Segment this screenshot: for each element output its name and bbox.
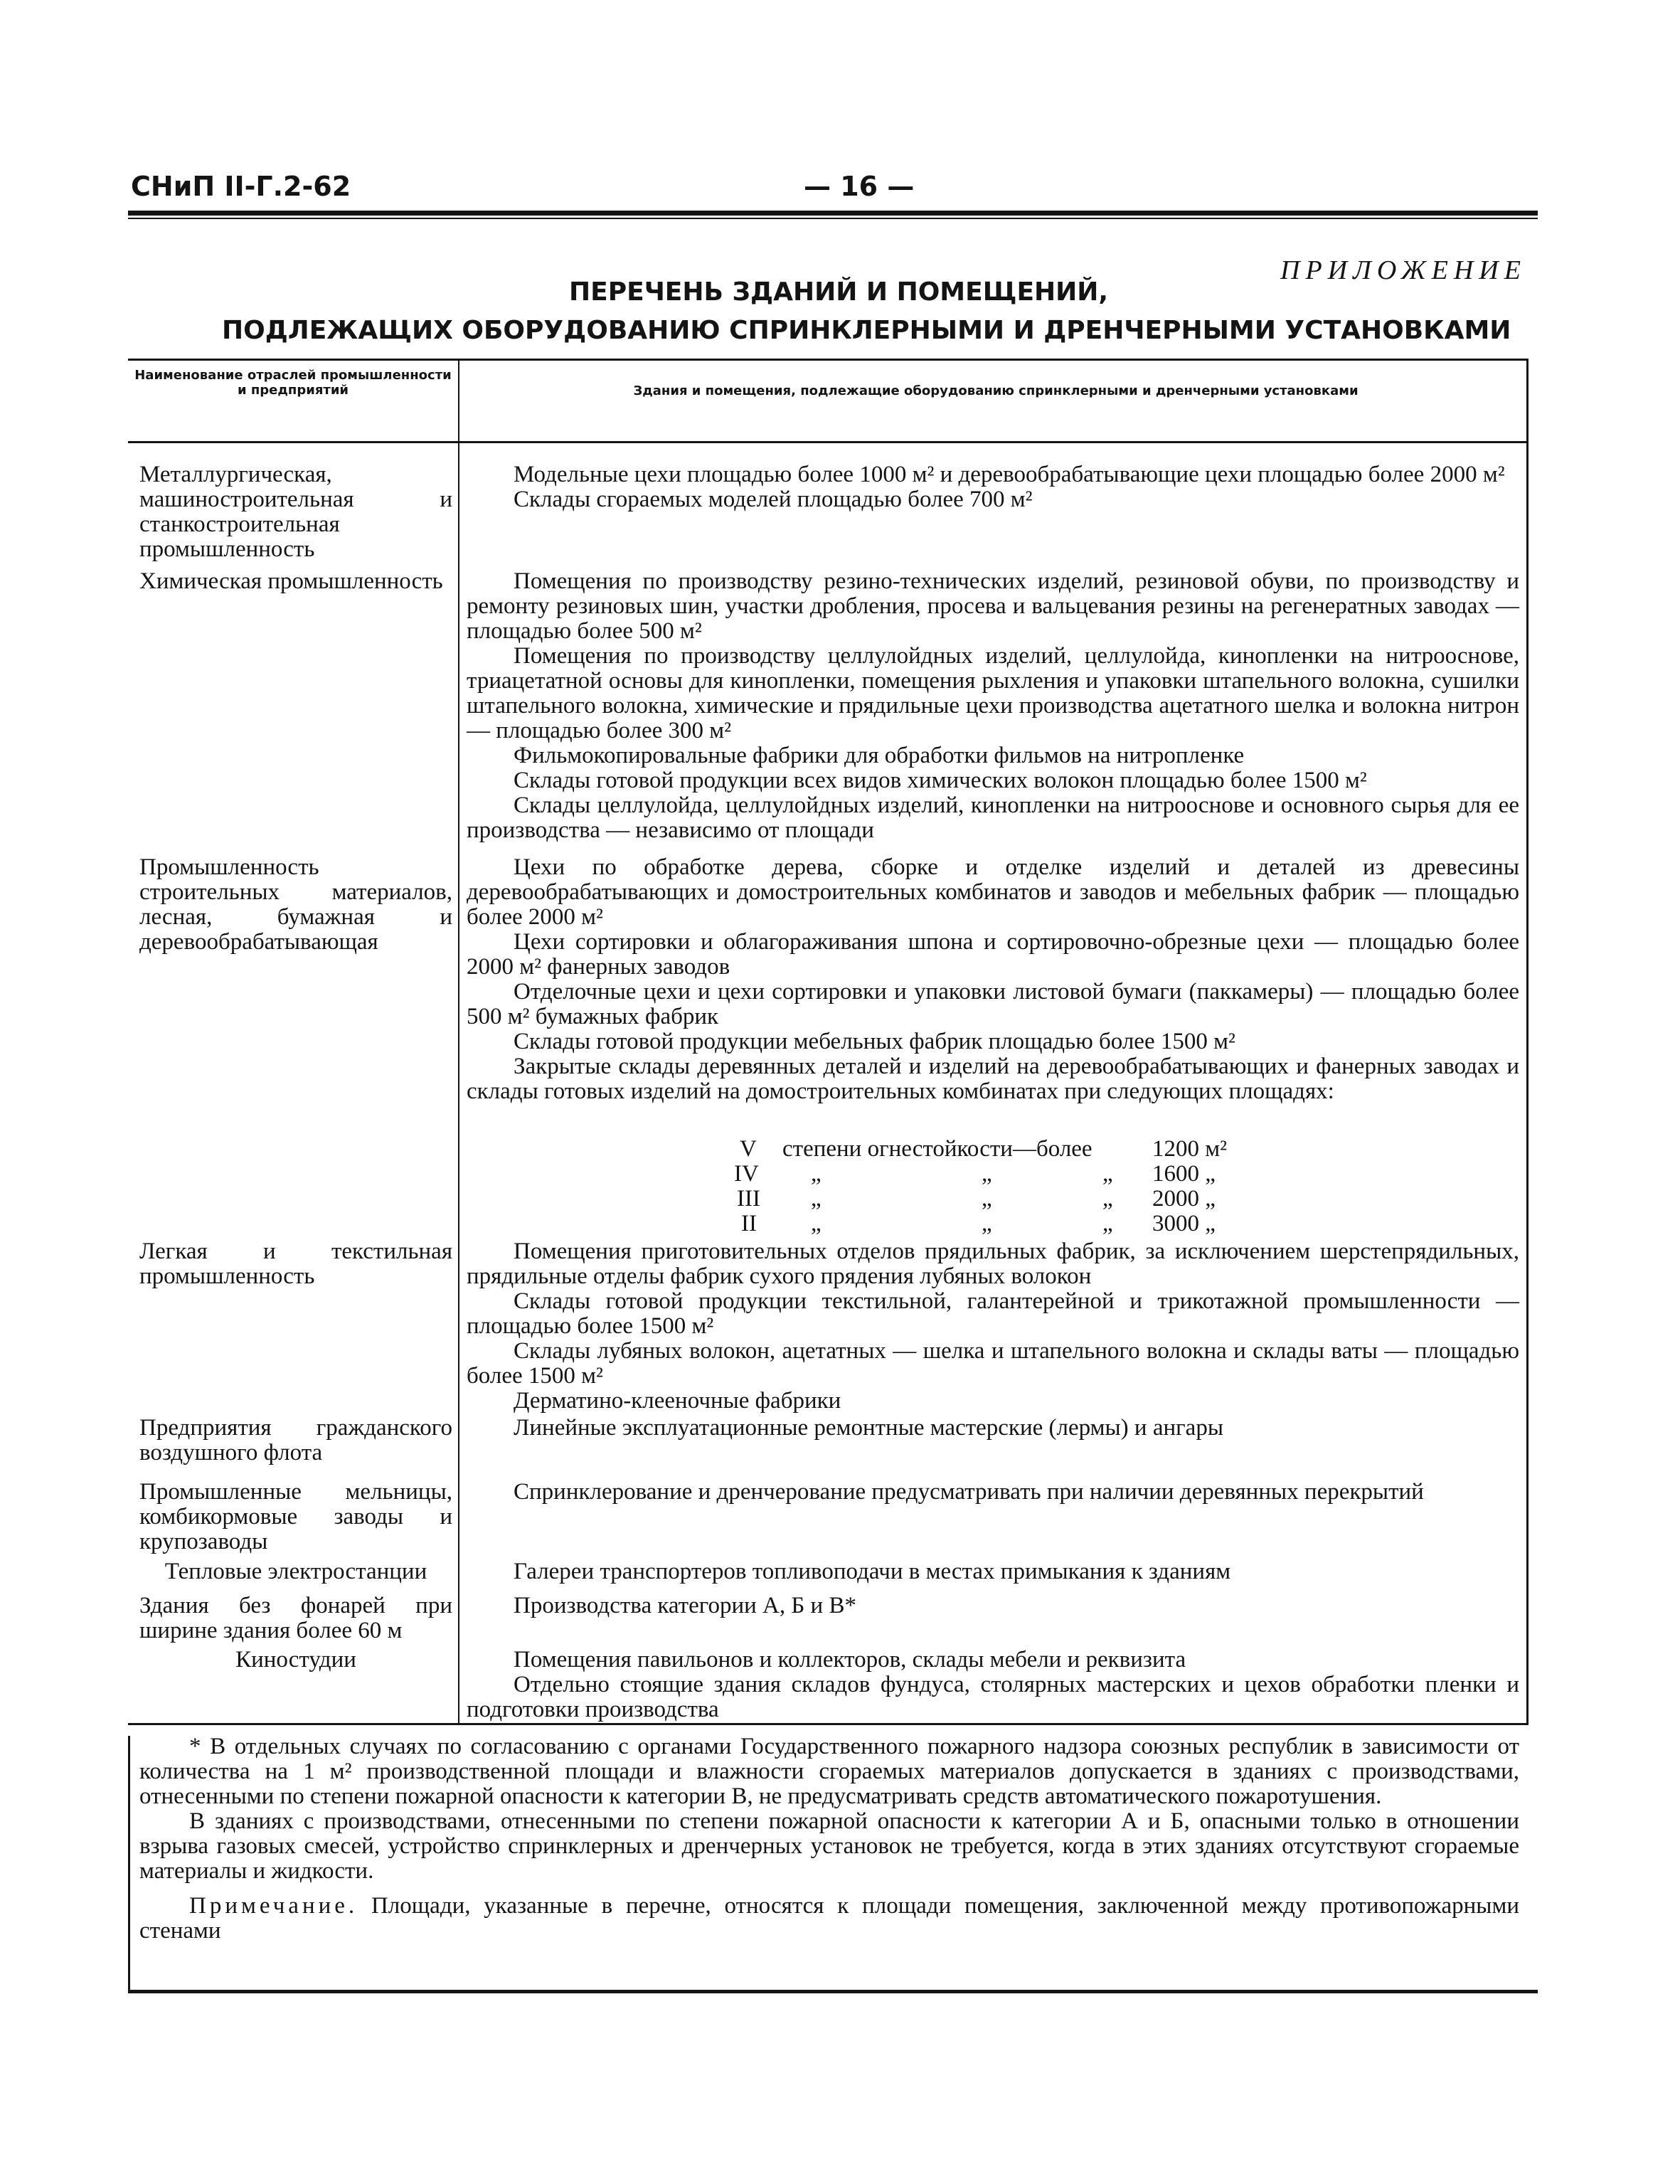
fire-degree-text: степени огнестойкости—более — [782, 1136, 1092, 1162]
row-paragraph: Склады лубяных волокон, ацетатных — шелка и штапельного волокна и склады ваты — площадью более 1500 м² — [467, 1338, 1519, 1389]
industry-no-skylights: Здания без фонарей при ширине здания более 60 м — [139, 1593, 452, 1643]
ditto-mark: „ — [1102, 1161, 1113, 1187]
row-paragraph: Склады готовой продукции мебельных фабрик площадью более 1500 м² — [514, 1029, 1235, 1054]
document-code: СНиП II-Г.2-62 — [131, 171, 351, 202]
row-paragraph: Помещения по производству резино-технических изделий, резиновой обуви, по производству и ремонту резиновых шин, участки дробления, просева и вальцевания резины на регенератных заводах — площадью более 500 м² — [467, 568, 1519, 644]
row-film-studios-content — [467, 1648, 1519, 1722]
row-mills-content — [467, 1480, 1519, 1505]
row-civil-aviation-content — [467, 1416, 1519, 1441]
row-paragraph: Галереи транспортеров топливоподачи в местах примыкания к зданиям — [514, 1559, 1231, 1584]
bottom-rule — [128, 1990, 1538, 1993]
header-rule — [128, 211, 1538, 216]
industry-film-studios: Киностудии — [235, 1647, 356, 1673]
row-paragraph: Дерматино-клееночные фабрики — [514, 1388, 841, 1414]
row-no-skylights-content — [467, 1594, 1519, 1618]
footnote-rule — [128, 1723, 1526, 1725]
title-line-2: ПОДЛЕЖАЩИХ ОБОРУДОВАНИЮ СПРИНКЛЕРНЫМИ И ДРЕНЧЕРНЫМИ УСТАНОВКАМИ — [222, 316, 1511, 345]
row-paragraph: Склады готовой продукции всех видов химических волокон площадью более 1500 м² — [514, 768, 1367, 793]
header-rule-thin — [128, 218, 1538, 219]
row-paragraph: Отделочные цехи и цехи сортировки и упаковки листовой бумаги (паккамеры) — площадью более 500 м² бумажных фабрик — [467, 979, 1519, 1029]
row-paragraph: Производства категории А, Б и В* — [514, 1593, 856, 1618]
row-metallurgy-content — [467, 462, 1519, 512]
ditto-mark: „ — [811, 1211, 822, 1236]
note-label: Примечание. — [189, 1893, 358, 1919]
row-building-materials-content — [467, 855, 1519, 1104]
column-header-industry: Наименование отраслей промышленности и предприятий — [134, 368, 452, 398]
row-paragraph: Цехи сортировки и облагораживания шпона и сортировочно-обрезные цехи — площадью более 2000 м² фанерных заводов — [467, 929, 1519, 980]
footnote-explosion: В зданиях с производствами, отнесенными по степени пожарной опасности к категории А и Б, опасными только в отношении взрыва газовых смесей, устройство спринклерных и дренчерных установок не требуется, когда в этих зданиях отсутствуют сгораемые материалы и жидкости. — [139, 1808, 1519, 1884]
footnote-asterisk: * В отдельных случаях по согласованию с органами Государственного пожарного надзора союзных республик в зависимости от количества на 1 м² производственной площади и влажности сгораемых материалов допускается в зданиях с производствами, отнесенными по степени пожарной опасности к категории В, не предусматривать средств автоматического пожаротушения. — [139, 1734, 1519, 1809]
industry-power-plants: Тепловые электростанции — [164, 1559, 427, 1584]
fire-area-value: 1600 „ — [1152, 1161, 1216, 1187]
row-paragraph: Отдельно стоящие здания складов фундуса, столярных мастерских и цехов обработки пленки и подготовки производства — [467, 1672, 1519, 1722]
row-paragraph: Закрытые склады деревянных деталей и изделий на деревообрабатывающих и фанерных заводах и склады готовых изделий на домостроительных комбинатах при следующих площадях: — [467, 1054, 1519, 1104]
note-paragraph — [139, 1894, 1519, 1944]
ditto-mark: „ — [1102, 1186, 1113, 1212]
row-paragraph: Помещения по производству целлулойдных изделий, целлулойда, кинопленки на нитрооснове, триацетатной основы для кинопленки, помещения рыхления и упаковки штапельного волокна, сушилки штапельного волокна, химические и прядильные цехи производства ацетатного шелка и волокна нитрон — площадью более 300 м² — [467, 643, 1519, 743]
note-text: Площади, указанные в перечне, относятся к площади помещения, заключенной между противопожарными стенами — [139, 1893, 1519, 1944]
row-chemical-content — [467, 569, 1519, 843]
industry-light-textile: Легкая и текстильная промышленность — [139, 1239, 452, 1289]
row-paragraph: Склады сгораемых моделей площадью более 700 м² — [514, 487, 1033, 512]
fire-area-value: 2000 „ — [1152, 1186, 1216, 1212]
industry-building-materials: Промышленность строительных материалов, лесная, бумажная и деревообрабатывающая — [139, 854, 452, 955]
fire-degree: III — [737, 1186, 760, 1212]
row-light-textile-content — [467, 1239, 1519, 1414]
row-paragraph: Помещения приготовительных отделов прядильных фабрик, за исключением шерстепрядильных, прядильные отделы фабрик сухого прядения лубяных волокон — [467, 1239, 1519, 1289]
fire-degree: IV — [734, 1161, 759, 1187]
row-power-plants-content — [467, 1559, 1519, 1584]
row-paragraph: Модельные цехи площадью более 1000 м² и деревообрабатывающие цехи площадью более 2000 м² — [514, 462, 1505, 487]
fire-degree: V — [740, 1136, 757, 1162]
row-paragraph: Склады готовой продукции текстильной, галантерейной и трикотажной промышленности — площадью более 1500 м² — [467, 1288, 1519, 1339]
row-paragraph: Фильмокопировальные фабрики для обработки фильмов на нитропленке — [514, 743, 1245, 768]
ditto-mark: „ — [1102, 1211, 1113, 1236]
table-header-rule — [128, 441, 1526, 443]
ditto-mark: „ — [811, 1186, 822, 1212]
row-paragraph: Линейные эксплуатационные ремонтные мастерские (лермы) и ангары — [514, 1415, 1223, 1441]
footnote-left-rule — [128, 1736, 130, 1992]
row-paragraph: Помещения павильонов и коллекторов, склады мебели и реквизита — [514, 1647, 1186, 1673]
row-paragraph: Склады целлулойда, целлулойдных изделий, кинопленки на нитрооснове и основного сырья для ее производства — независимо от площади — [467, 793, 1519, 843]
fire-area-value: 1200 м² — [1152, 1136, 1228, 1162]
row-paragraph: Цехи по обработке дерева, сборке и отделке изделий и деталей из древесины деревообрабатывающих и домостроительных комбинатов и заводов и мебельных фабрик — площадью более 2000 м² — [467, 854, 1519, 930]
appendix-label: ПРИЛОЖЕНИЕ — [1280, 255, 1526, 285]
industry-civil-aviation: Предприятия гражданского воздушного флота — [139, 1415, 452, 1465]
ditto-mark: „ — [982, 1186, 992, 1212]
industry-mills: Промышленные мельницы, комбикормовые заводы и крупозаводы — [139, 1479, 452, 1554]
column-divider — [458, 359, 459, 1723]
ditto-mark: „ — [982, 1211, 992, 1236]
industry-metallurgy: Металлургическая, машиностроительная и станкостроительная промышленность — [139, 462, 452, 562]
fire-area-value: 3000 „ — [1152, 1211, 1216, 1236]
row-paragraph: Спринклерование и дренчерование предусматривать при наличии деревянных перекрытий — [514, 1479, 1424, 1505]
title-line-1: ПЕРЕЧЕНЬ ЗДАНИЙ И ПОМЕЩЕНИЙ, — [569, 277, 1109, 307]
industry-chemical: Химическая промышленность — [139, 568, 443, 594]
ditto-mark: „ — [811, 1161, 822, 1187]
ditto-mark: „ — [982, 1161, 992, 1187]
footnote-block — [139, 1734, 1519, 1944]
column-header-buildings: Здания и помещения, подлежащие оборудованию спринклерными и дренчерными установками — [633, 383, 1359, 398]
fire-degree: II — [741, 1211, 757, 1236]
page-number: — 16 — — [804, 171, 915, 202]
